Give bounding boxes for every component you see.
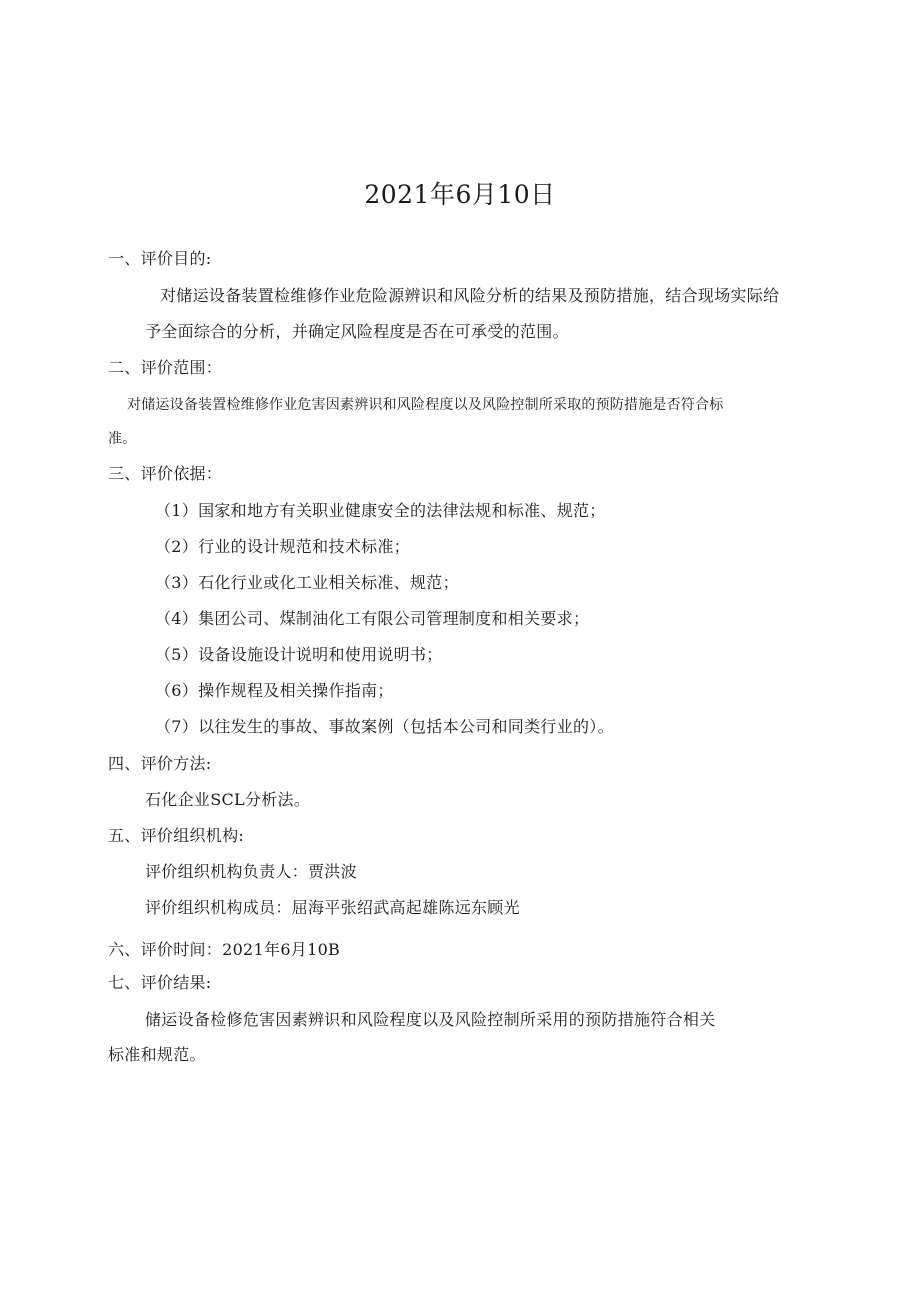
basis-item-1: （1）国家和地方有关职业健康安全的法律法规和标准、规范； [155, 501, 606, 520]
basis-item-5: （5）设备设施设计说明和使用说明书； [155, 645, 443, 664]
section-result-heading: 七、评价结果: [108, 973, 212, 992]
organization-leader: 评价组织机构负责人：贾洪波 [145, 862, 357, 881]
date-title: 2021年6月10日 [364, 180, 556, 209]
section-method-heading: 四、评价方法: [108, 754, 212, 773]
section-basis-heading: 三、评价依据： [108, 464, 223, 483]
section-purpose-heading: 一、评价目的: [108, 249, 212, 268]
basis-item-6: （6）操作规程及相关操作指南； [155, 681, 394, 700]
basis-item-7: （7）以往发生的事故、事故案例（包括本公司和同类行业的）。 [155, 717, 614, 736]
basis-item-4: （4）集团公司、煤制油化工有限公司管理制度和相关要求； [155, 609, 590, 628]
section-result-text-line2: 标准和规范。 [108, 1045, 206, 1064]
section-scope-text-line2: 准。 [108, 431, 137, 447]
section-purpose-text-line1: 对储运设备装置检维修作业危险源辨识和风险分析的结果及预防措施，结合现场实际给 [160, 286, 780, 305]
section-purpose-text-line2: 予全面综合的分析，并确定风险程度是否在可承受的范围。 [145, 322, 569, 341]
section-result-text-line1: 储运设备检修危害因素辨识和风险程度以及风险控制所采用的预防措施符合相关 [145, 1010, 716, 1029]
section-scope-heading: 二、评价范围： [108, 358, 223, 377]
section-method-text: 石化企业SCL分析法。 [145, 790, 311, 809]
basis-item-3: （3）石化行业或化工业相关标准、规范； [155, 573, 459, 592]
basis-item-2: （2）行业的设计规范和技术标准； [155, 537, 410, 556]
section-time-heading: 六、评价时间：2021年6月10B [108, 940, 341, 959]
organization-members: 评价组织机构成员：屈海平张绍武高起雄陈远东顾光 [145, 898, 520, 917]
section-organization-heading: 五、评价组织机构: [108, 826, 245, 845]
section-scope-text-line1: 对储运设备装置检维修作业危害因素辨识和风险程度以及风险控制所采取的预防措施是否符合标 [127, 397, 724, 413]
